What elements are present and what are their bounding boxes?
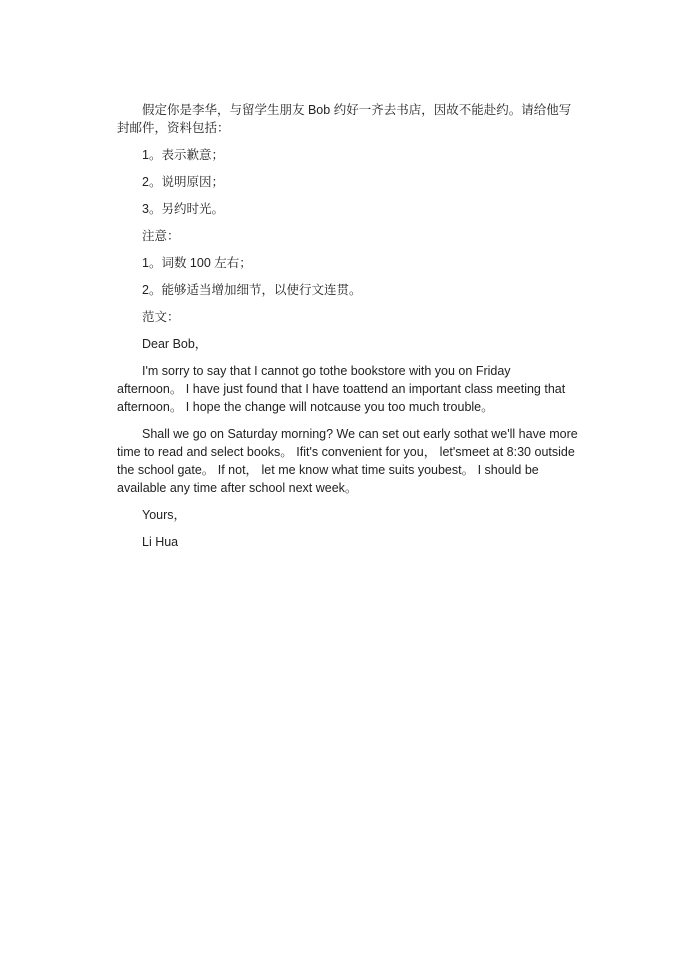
document-body <box>117 101 579 560</box>
letter-closing: Yours， <box>142 508 187 522</box>
notes-label: 注意： <box>142 229 180 243</box>
prompt-intro: 假定你是李华，与留学生朋友 Bob 约好一齐去书店，因故不能赴约。请给他写封邮件，资料包括： <box>117 103 572 135</box>
letter-paragraph-1: I'm sorry to say that I cannot go tothe bookstore with you on Friday afternoon。 I have just found that I have toattend an important class meeting that afternoon。 I hope the change will notcause you too much trouble。 <box>117 364 566 414</box>
letter-paragraph-2: Shall we go on Saturday morning? We can set out early sothat we'll have more time to read and select books。 Ifit's convenient for you， let'smeet at 8:30 outside the school gate。 If not， let me know what time suits youbest。 I should be available any time after school next week。 <box>117 427 578 495</box>
prompt-item-2: 2。说明原因； <box>142 175 224 189</box>
letter-signature: Li Hua <box>142 535 179 549</box>
prompt-item-3: 3。另约时光。 <box>142 202 224 216</box>
sample-label: 范文： <box>142 310 180 324</box>
prompt-item-1: 1。表示歉意； <box>142 148 224 162</box>
note-item-2: 2。能够适当增加细节，以使行文连贯。 <box>142 283 362 297</box>
letter-salutation: Dear Bob， <box>142 337 208 351</box>
note-item-1: 1。词数 100 左右； <box>142 256 252 270</box>
